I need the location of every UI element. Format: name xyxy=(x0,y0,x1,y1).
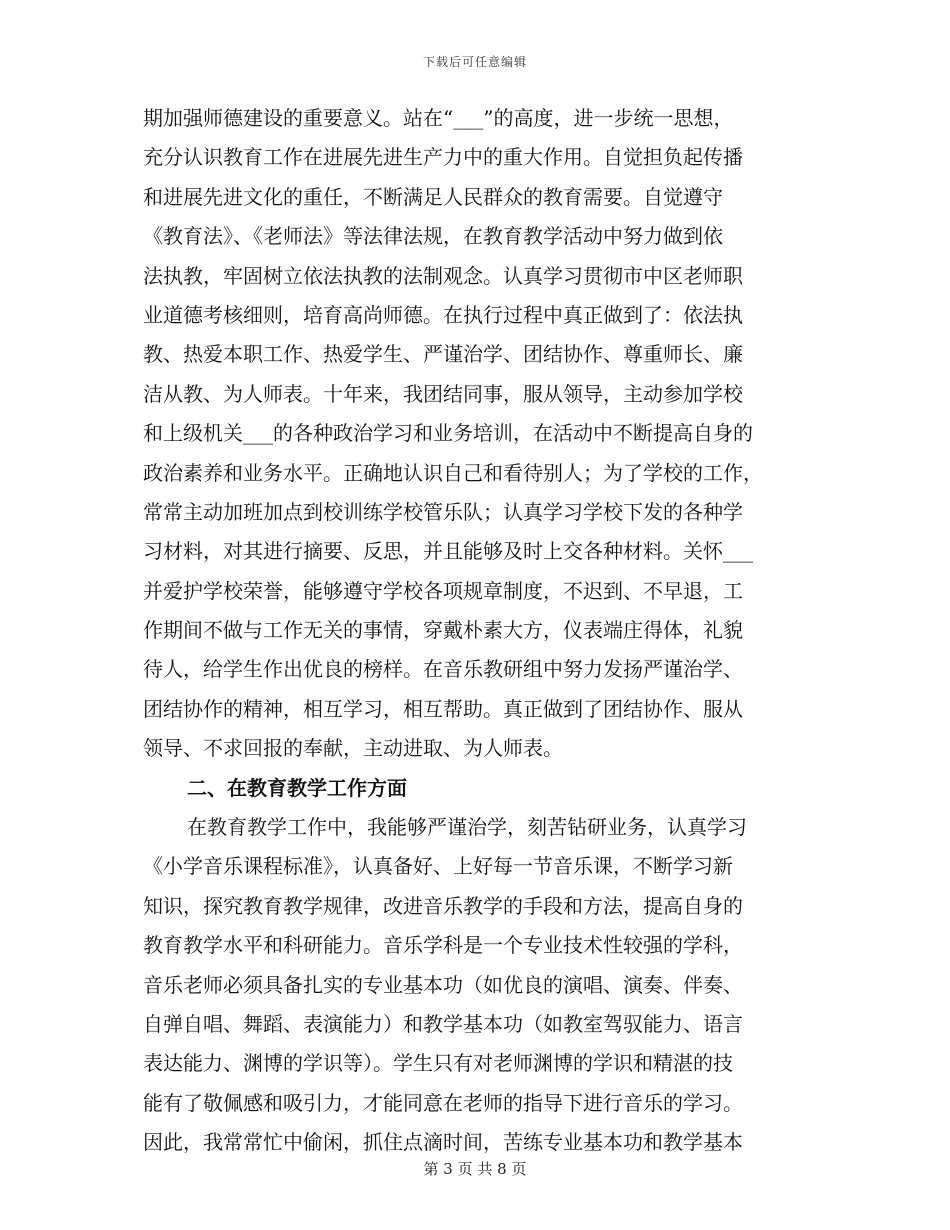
body-line: 教育教学水平和科研能力。音乐学科是一个专业技术性较强的学科， xyxy=(143,933,743,958)
section-heading: 二、在教育教学工作方面 xyxy=(187,775,407,800)
body-line: 常常主动加班加点到校训练学校管乐队；认真学习学校下发的各种学 xyxy=(143,499,743,524)
body-line: 因此，我常常忙中偷闲，抓住点滴时间，苦练专业基本功和教学基本 xyxy=(143,1130,743,1155)
body-line: 期加强师德建设的重要意义。站在“___”的高度，进一步统一思想， xyxy=(143,106,734,130)
page-number: 第 3 页 共 8 页 xyxy=(423,1160,527,1178)
body-line: 《教育法》、《老师法》等法律法规，在教育教学活动中努力做到依 xyxy=(143,224,723,249)
body-line: 并爱护学校荣誉，能够遵守学校各项规章制度，不迟到、不早退，工 xyxy=(143,578,743,603)
body-line: 教、热爱本职工作、热爱学生、严谨治学、团结协作、尊重师长、廉 xyxy=(143,342,743,367)
body-line: 领导、不求回报的奉献，主动进取、为人师表。 xyxy=(143,736,563,761)
body-line: 待人，给学生作出优良的榜样。在音乐教研组中努力发扬严谨治学、 xyxy=(143,657,743,682)
body-line: 《小学音乐课程标准》，认真备好、上好每一节音乐课，不断学习新 xyxy=(143,854,733,879)
body-line: 能有了敬佩感和吸引力，才能同意在老师的指导下进行音乐的学习。 xyxy=(143,1090,743,1115)
body-line: 法执教，牢固树立依法执教的法制观念。认真学习贯彻市中区老师职 xyxy=(143,263,743,288)
body-line: 业道德考核细则，培育高尚师德。在执行过程中真正做到了：依法执 xyxy=(143,302,743,327)
body-line: 音乐老师必须具备扎实的专业基本功（如优良的演唱、演奏、伴奏、 xyxy=(143,972,743,997)
body-line: 作期间不做与工作无关的事情，穿戴朴素大方，仪表端庄得体，礼貌 xyxy=(143,618,743,643)
document-body xyxy=(143,99,807,1163)
body-line: 表达能力、渊博的学识等）。学生只有对老师渊博的学识和精湛的技 xyxy=(143,1051,733,1076)
body-line: 政治素养和业务水平。正确地认识自己和看待别人；为了学校的工作， xyxy=(143,460,763,485)
body-line: 团结协作的精神，相互学习，相互帮助。真正做到了团结协作、服从 xyxy=(143,696,743,721)
page-header: 下载后可任意编辑 xyxy=(422,55,527,69)
body-line: 洁从教、为人师表。十年来，我团结同事，服从领导，主动参加学校 xyxy=(143,381,743,406)
body-line: 充分认识教育工作在进展先进生产力中的重大作用。自觉担负起传播 xyxy=(143,145,743,170)
body-line: 和上级机关___的各种政治学习和业务培训，在活动中不断提高自身的 xyxy=(143,421,753,446)
body-line: 和进展先进文化的重任，不断满足人民群众的教育需要。自觉遵守 xyxy=(143,184,723,209)
body-line: 自弹自唱、舞蹈、表演能力）和教学基本功（如教室驾驭能力、语言 xyxy=(143,1011,743,1036)
body-line: 在教育教学工作中，我能够严谨治学，刻苦钻研业务，认真学习 xyxy=(187,815,747,840)
body-line: 习材料，对其进行摘要、反思，并且能够及时上交各种材料。关怀___ xyxy=(143,539,753,564)
body-line: 知识，探究教育教学规律，改进音乐教学的手段和方法，提高自身的 xyxy=(143,893,743,918)
